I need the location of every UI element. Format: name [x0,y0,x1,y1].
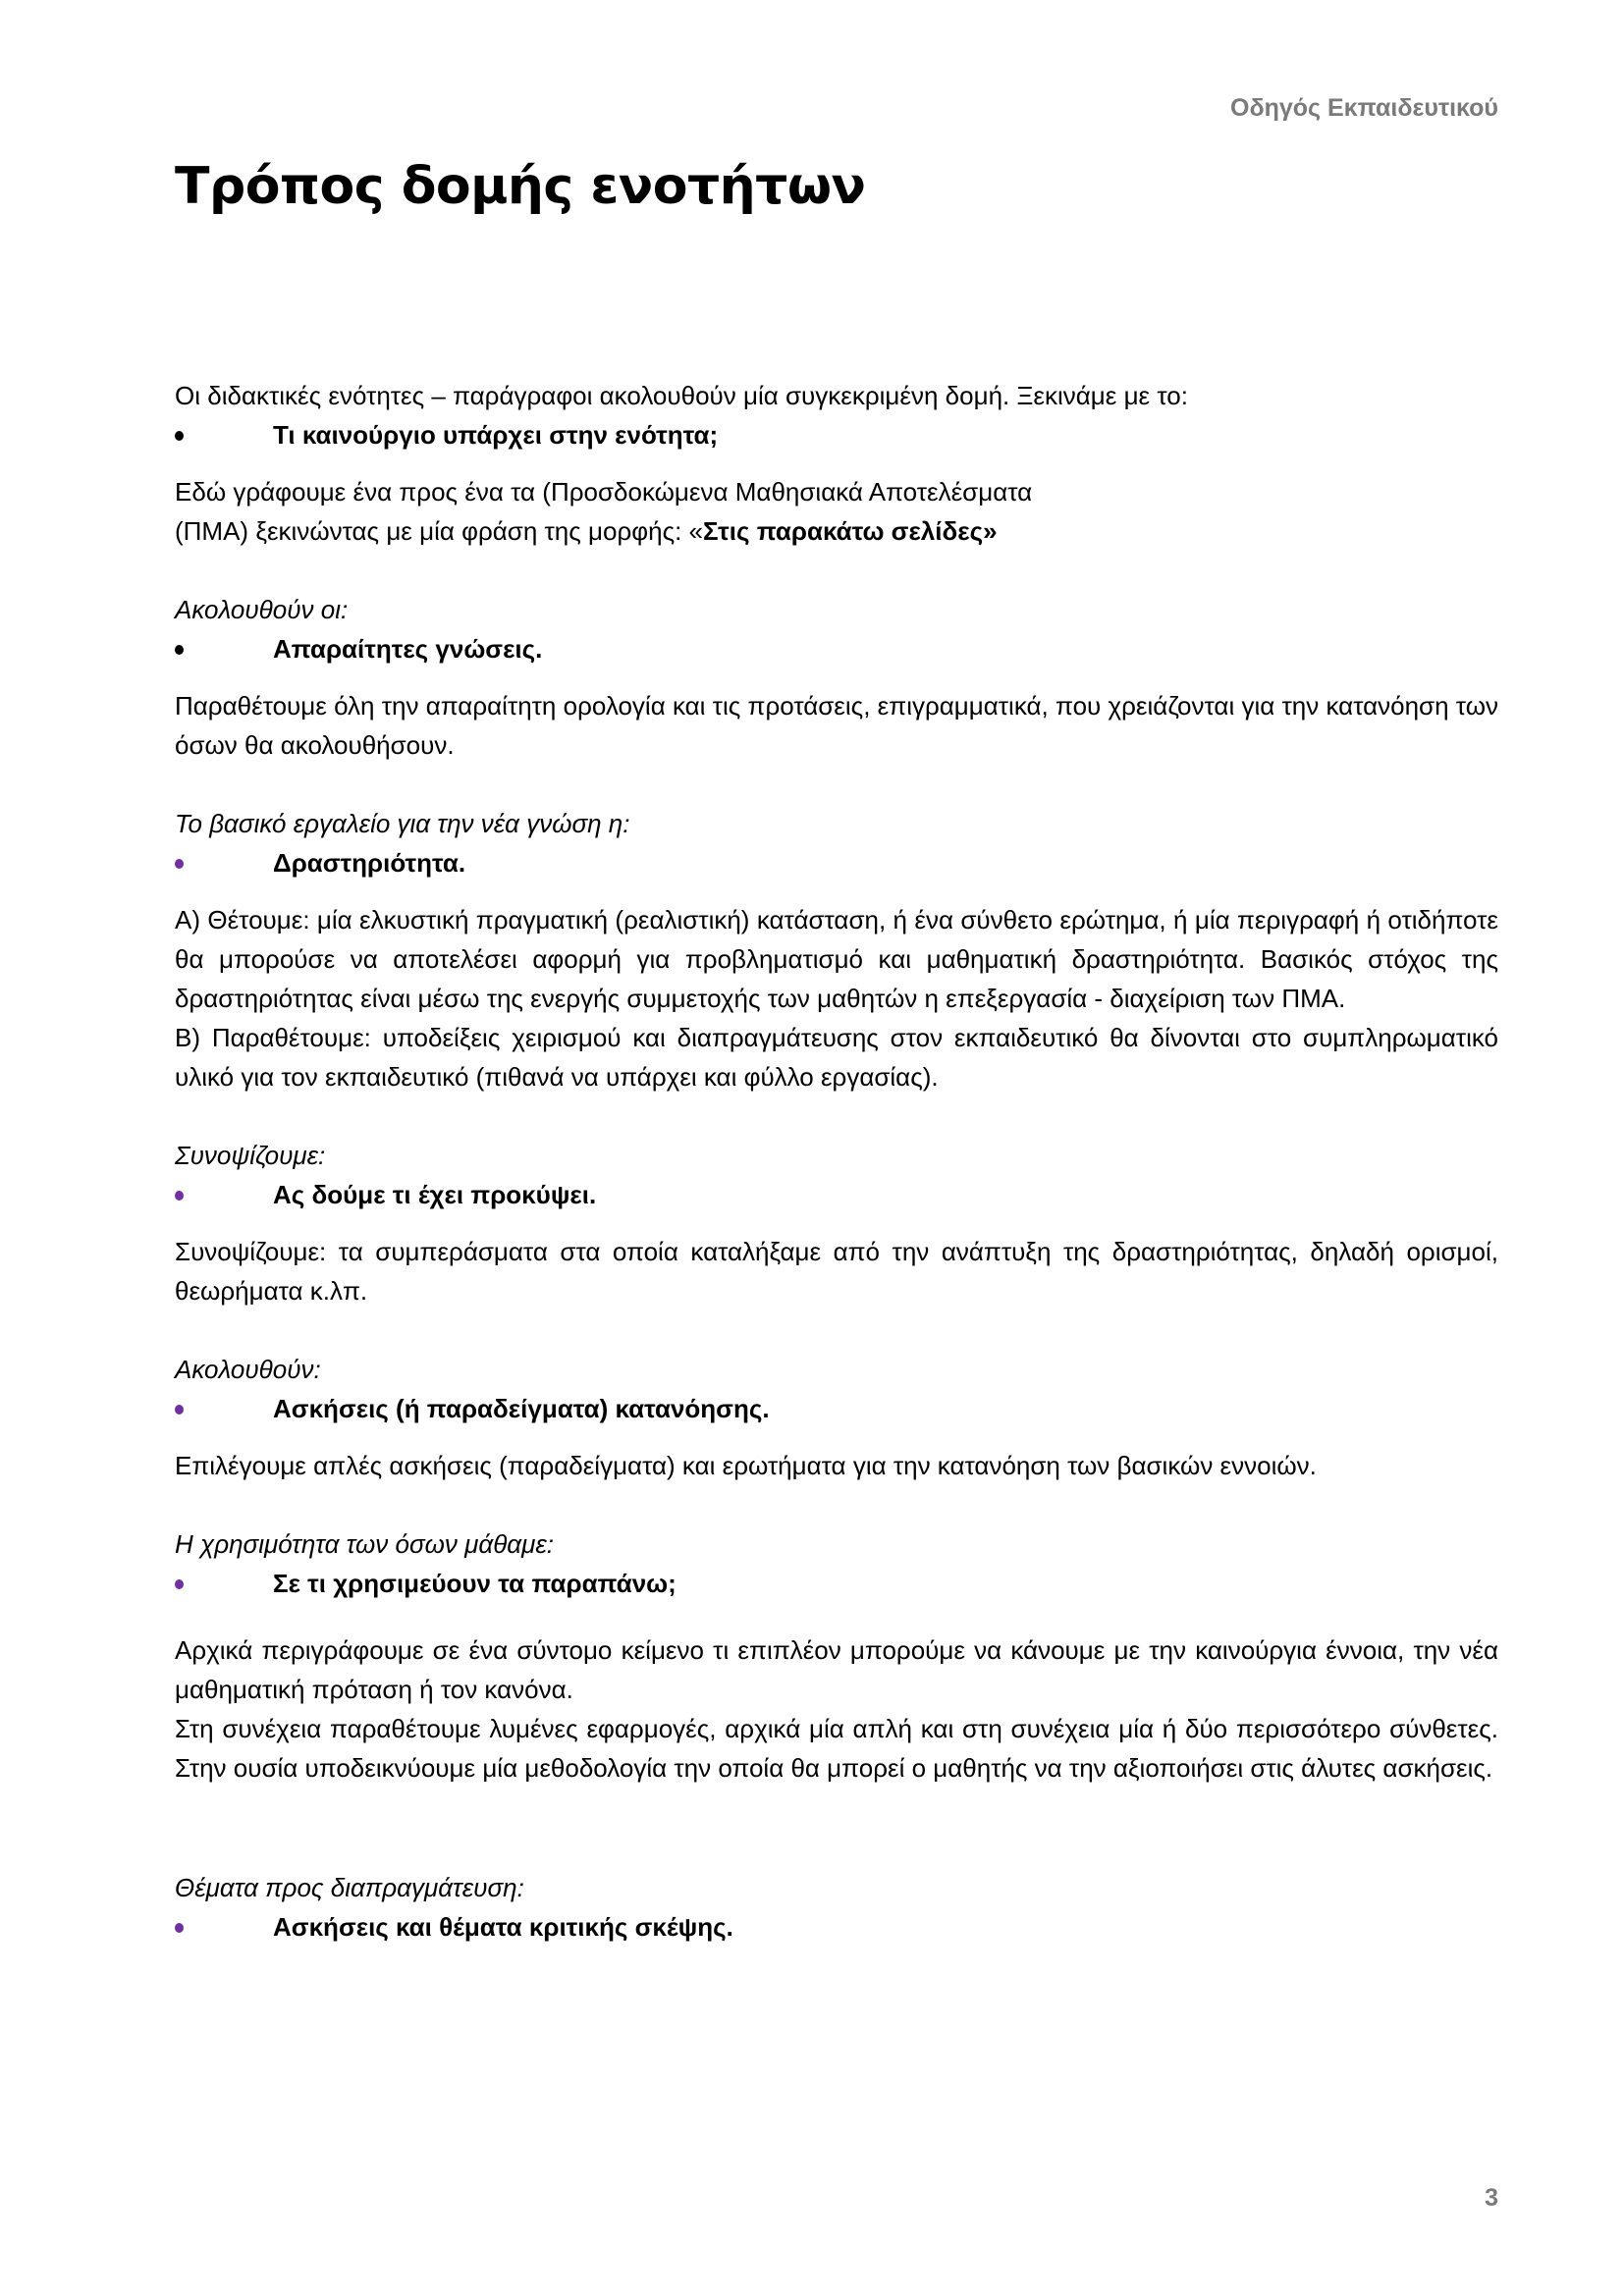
body-line: Εδώ γράφουμε ένα προς ένα τα (Προσδοκώμενα Μαθησιακά Αποτελέσματα [175,477,1033,507]
bullet-dot-icon [175,1564,273,1603]
page-number: 3 [1485,2184,1498,2212]
section-intro: Το βασικό εργαλείο για την νέα γνώση η: [175,809,630,838]
section-body: Επιλέγουμε απλές ασκήσεις (παραδείγματα) και ερωτήματα για την κατανόηση των βασικών εννοιών. [175,1451,1317,1480]
page-title: Τρόπος δομής ενοτήτων [175,157,866,216]
bullet-label: Απαραίτητες γνώσεις. [273,634,543,664]
bullet-item [175,415,1498,454]
section-body: Παραθέτουμε όλη την απαραίτητη ορολογία και τις προτάσεις, επιγραμματικά, που χρειάζονται για την κατανόηση των όσων θα ακολουθήσουν. [175,691,1498,760]
bullet-item [175,629,1498,668]
section-body: Β) Παραθέτουμε: υποδείξεις χειρισμού και διαπραγμάτευσης στον εκπαιδευτικό θα δίνονται στο συμπληρωματικό υλικό για τον εκπαιδευτικό (πιθανά να υπάρχει και φύλλο εργασίας). [175,1023,1498,1092]
bullet-dot-icon [175,629,273,668]
bullet-item [175,1907,1498,1947]
body-bold-phrase: Στις παρακάτω σελίδες» [703,516,998,546]
section-body: Α) Θέτουμε: μία ελκυστική πραγματική (ρεαλιστική) κατάσταση, ή ένα σύνθετο ερώτημα, ή μία περιγραφή ή οτιδήποτε θα μπορούσε να αποτελέσει αφορμή για προβληματισμό και μαθηματική δραστηριότητα. Βασικός στόχος της δραστηριότητας είναι μέσω της ενεργής συμμετοχής των μαθητών η επεξεργασία - διαχείριση των ΠΜΑ. [175,905,1498,1013]
bullet-dot-icon [175,1389,273,1428]
bullet-label: Ας δούμε τι έχει προκύψει. [273,1180,597,1209]
section-body: Συνοψίζουμε: τα συμπεράσματα στα οποία καταλήξαμε από την ανάπτυξη της δραστηριότητας, δηλαδή ορισμοί, θεωρήματα κ.λπ. [175,1237,1498,1306]
document-body [175,376,1498,1947]
bullet-dot-icon [175,415,273,454]
bullet-label: Ασκήσεις και θέματα κριτικής σκέψης. [273,1912,733,1942]
bullet-label: Δραστηριότητα. [273,848,466,878]
section-body [175,472,1498,551]
bullet-label: Τι καινούργιο υπάρχει στην ενότητα; [273,420,719,450]
section-intro: Θέματα προς διαπραγμάτευση: [175,1873,524,1902]
bullet-label: Ασκήσεις (ή παραδείγματα) κατανόησης. [273,1394,770,1423]
bullet-label: Σε τι χρησιμεύουν τα παραπάνω; [273,1569,677,1598]
bullet-item [175,1564,1498,1603]
running-header: Οδηγός Εκπαιδευτικού [1230,94,1498,122]
bullet-item [175,1389,1498,1428]
bullet-item [175,1175,1498,1214]
body-line: (ΠΜΑ) ξεκινώντας με μία φράση της μορφής: « [175,516,704,546]
section-intro: Οι διδακτικές ενότητες – παράγραφοι ακολουθούν μία συγκεκριμένη δομή. Ξεκινάμε με το: [175,381,1188,410]
bullet-item [175,843,1498,882]
section-body: Στη συνέχεια παραθέτουμε λυμένες εφαρμογές, αρχικά μία απλή και στη συνέχεια μία ή δύο περισσότερο σύνθετες. Στην ουσία υποδεικνύουμε μία μεθοδολογία την οποία θα μπορεί ο μαθητής να την αξιοποιήσει στις άλυτες ασκήσεις. [175,1714,1498,1783]
bullet-dot-icon [175,1907,273,1947]
section-intro: Η χρησιμότητα των όσων μάθαμε: [175,1529,555,1559]
bullet-dot-icon [175,1175,273,1214]
section-intro: Ακολουθούν οι: [175,595,349,624]
section-intro: Ακολουθούν: [175,1355,321,1384]
section-body: Αρχικά περιγράφουμε σε ένα σύντομο κείμενο τι επιπλέον μπορούμε να κάνουμε με την καινούργια έννοια, την νέα μαθηματική πρόταση ή τον κανόνα. [175,1635,1498,1704]
bullet-dot-icon [175,843,273,882]
section-intro: Συνοψίζουμε: [175,1141,326,1170]
